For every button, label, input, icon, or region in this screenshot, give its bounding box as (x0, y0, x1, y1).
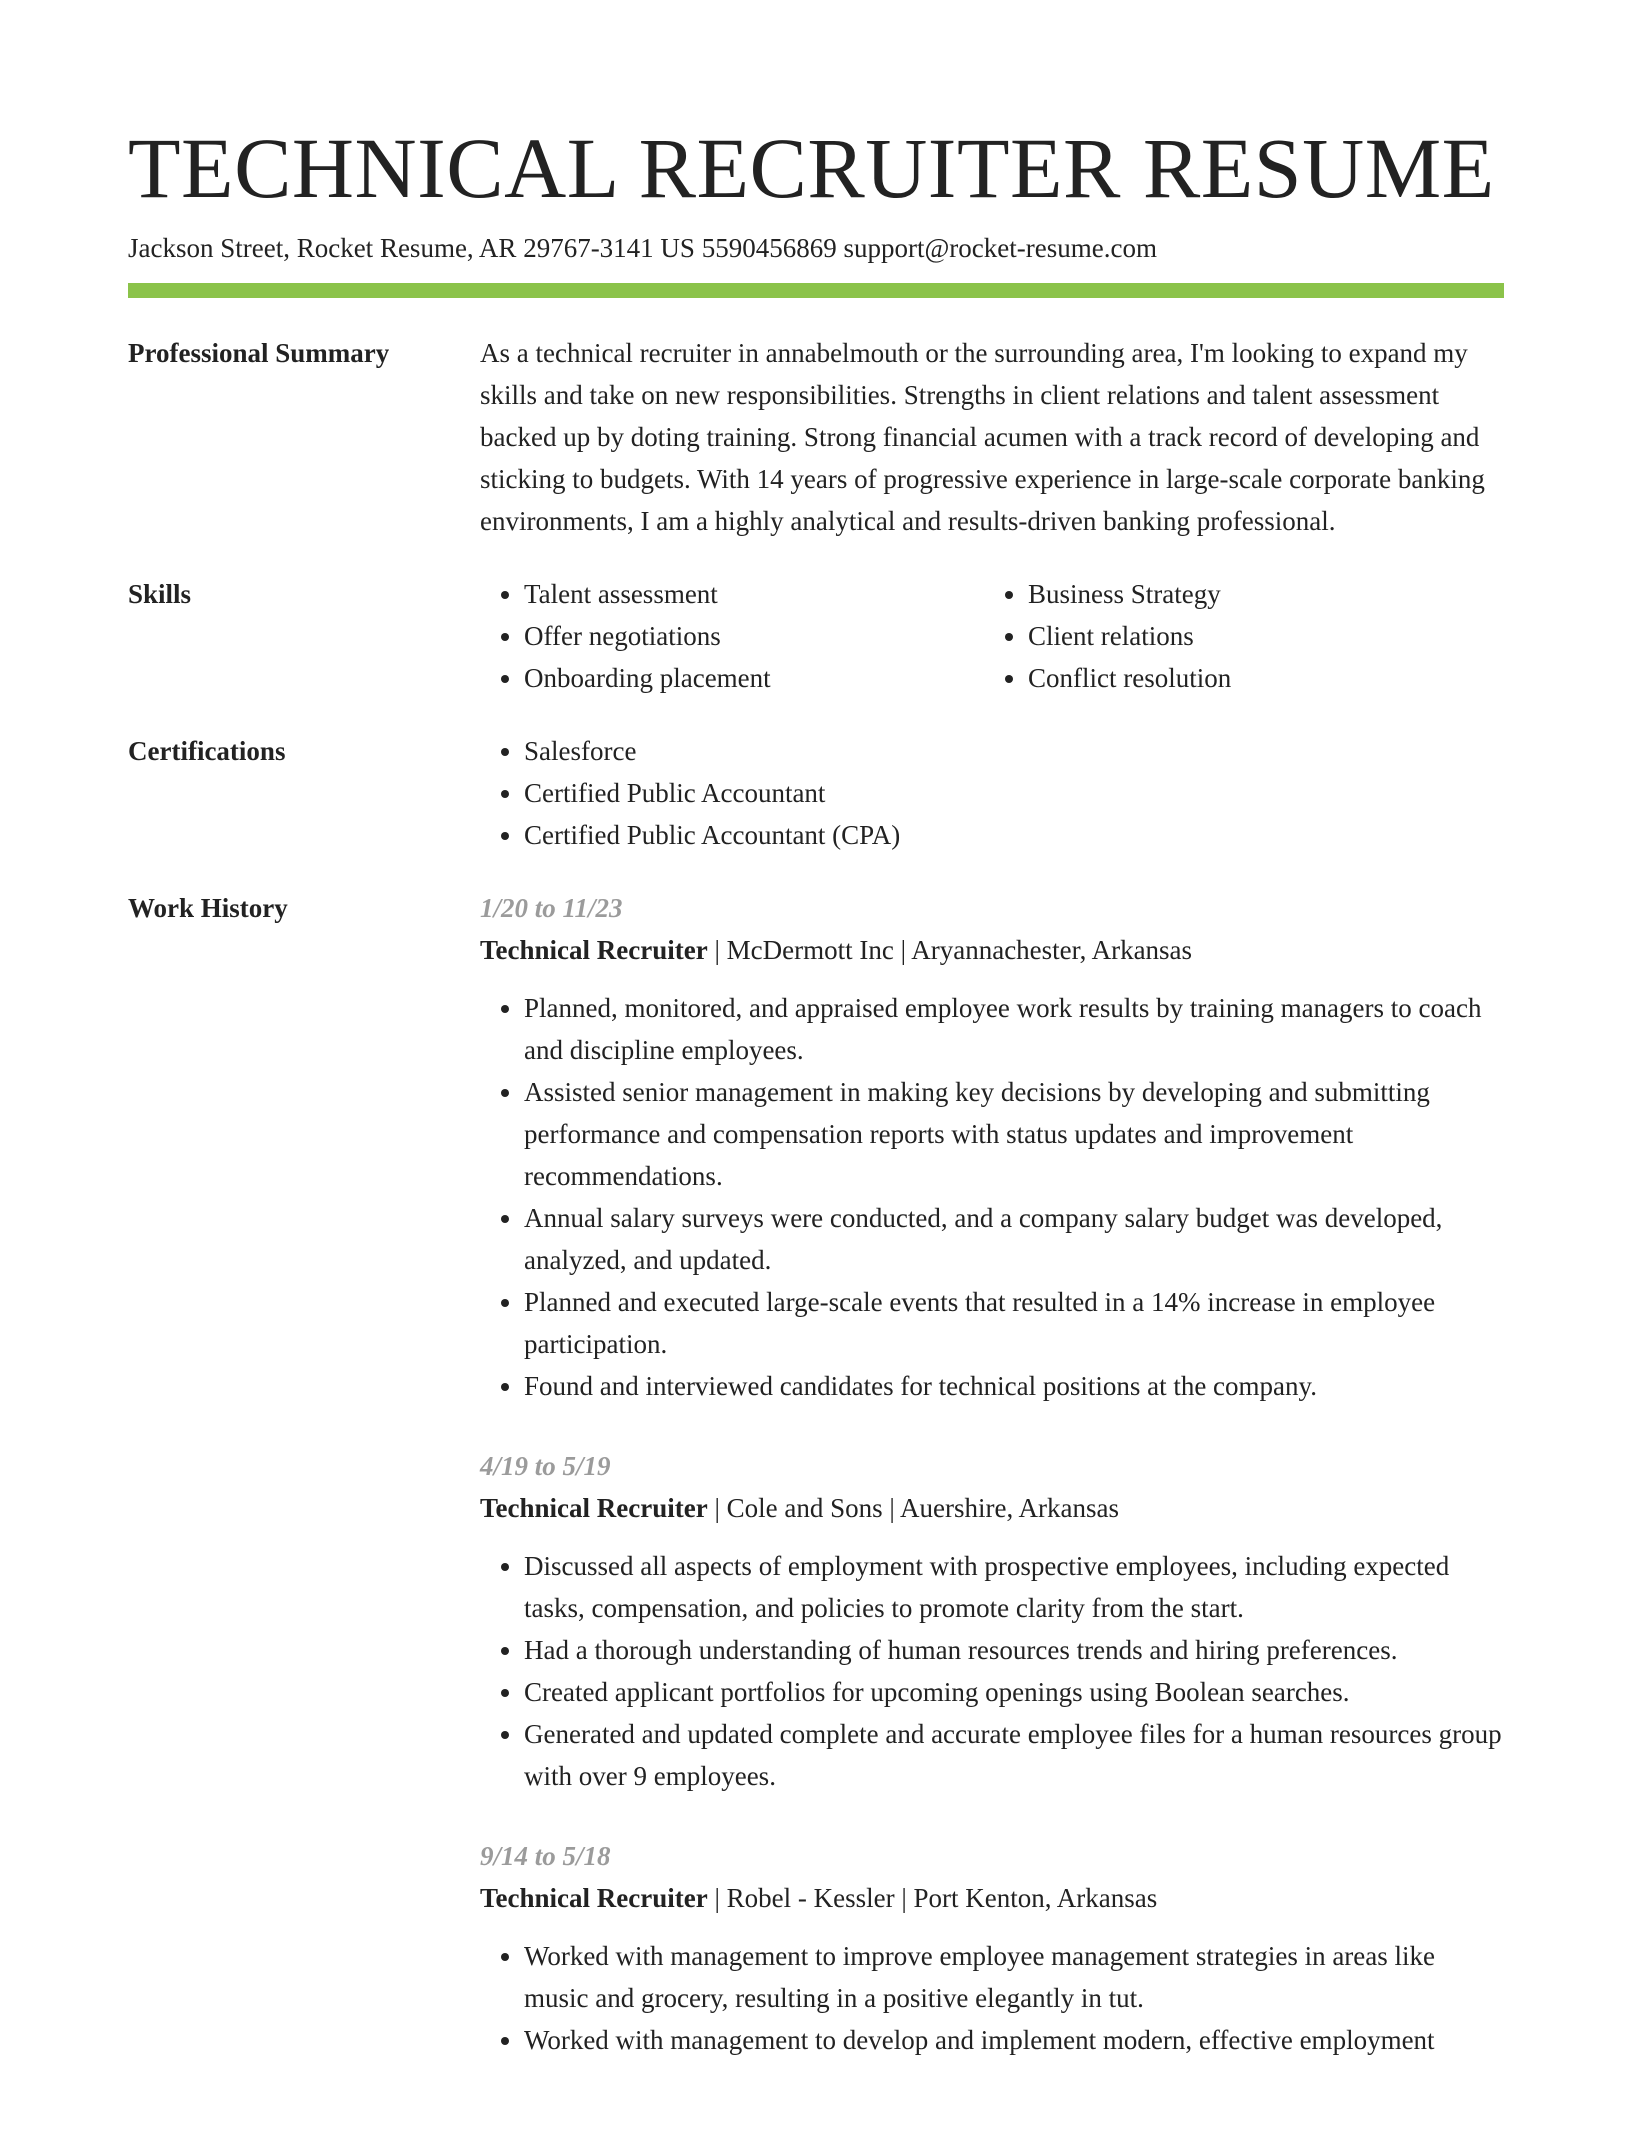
skills-grid (480, 573, 1504, 699)
skill-item: • Onboarding placement (524, 657, 984, 699)
job-heading (480, 929, 1504, 971)
skill-item: • Business Strategy (1028, 573, 1488, 615)
job-dates: 9/14 to 5/18 (480, 1841, 611, 1871)
job-bullet-list (480, 1935, 1504, 2061)
section-work-history (128, 887, 1504, 2099)
job-separator: | (893, 935, 912, 965)
section-label-work-history: Work History (128, 893, 288, 923)
accent-divider (128, 283, 1504, 298)
job-bullet: • Worked with management to develop and implement modern, effective employment (524, 2019, 1504, 2061)
job-location: Port Kenton, Arkansas (913, 1883, 1158, 1913)
resume-title: TECHNICAL RECRUITER RESUME (128, 120, 1495, 216)
section-certifications (128, 730, 1504, 856)
job-separator: | (707, 1493, 727, 1523)
certifications-body (480, 730, 1504, 856)
resume-page (128, 0, 1504, 2130)
section-label-skills: Skills (128, 579, 192, 609)
job-bullet: • Had a thorough understanding of human resources trends and hiring preferences. (524, 1629, 1504, 1671)
job-bullet: • Discussed all aspects of employment with prospective employees, including expected tasks, compensation, and policies to promote clarity from the start. (524, 1545, 1504, 1629)
job-dates: 4/19 to 5/19 (480, 1451, 611, 1481)
skill-item: • Conflict resolution (1028, 657, 1488, 699)
job-separator: | (894, 1883, 914, 1913)
job-bullet: • Worked with management to improve employee management strategies in areas like music and grocery, resulting in a positive elegantly in tut. (524, 1935, 1504, 2019)
summary-text: As a technical recruiter in annabelmouth or the surrounding area, I'm looking to expand my skills and take on new responsibilities. Strengths in client relations and talent assessment backed up by doting training. Strong financial acumen with a track record of developing and sticking to budgets. With 14 years of progressive experience in large-scale corporate banking environments, I am a highly analytical and results-driven banking professional. (480, 338, 1485, 536)
skill-item: • Client relations (1028, 615, 1488, 657)
skills-column-1 (480, 573, 984, 699)
job-location: Aryannachester, Arkansas (911, 935, 1193, 965)
job-title: Technical Recruiter (480, 935, 708, 965)
summary-body (480, 332, 1504, 542)
certification-item: • Certified Public Accountant (524, 772, 1504, 814)
skills-column-2 (984, 573, 1488, 699)
job-separator: | (882, 1493, 901, 1523)
job-company: Cole and Sons (726, 1493, 883, 1523)
certification-item: • Salesforce (524, 730, 1504, 772)
certifications-list (480, 730, 1504, 856)
job-location: Auershire, Arkansas (900, 1493, 1119, 1523)
job-separator: | (707, 935, 727, 965)
job-bullet: • Planned and executed large-scale events that resulted in a 14% increase in employee participation. (524, 1281, 1504, 1365)
job-heading (480, 1877, 1504, 1919)
work-history-body (480, 887, 1504, 2099)
section-professional-summary (128, 332, 1504, 542)
job-company: Robel - Kessler (726, 1883, 895, 1913)
job-bullet: • Found and interviewed candidates for technical positions at the company. (524, 1365, 1504, 1407)
skill-item: • Offer negotiations (524, 615, 984, 657)
resume-sections (128, 332, 1504, 2099)
job-bullet: • Planned, monitored, and appraised employee work results by training managers to coach and discipline employees. (524, 987, 1504, 1071)
job-bullet: • Assisted senior management in making key decisions by developing and submitting performance and compensation reports with status updates and improvement recommendations. (524, 1071, 1504, 1197)
job-bullet: • Created applicant portfolios for upcoming openings using Boolean searches. (524, 1671, 1504, 1713)
skills-body (480, 573, 1504, 699)
job-bullet: • Generated and updated complete and accurate employee files for a human resources group with over 9 employees. (524, 1713, 1504, 1797)
section-label-summary: Professional Summary (128, 338, 390, 368)
section-skills (128, 573, 1504, 699)
skill-item: • Talent assessment (524, 573, 984, 615)
certification-item: • Certified Public Accountant (CPA) (524, 814, 1504, 856)
section-label-certifications: Certifications (128, 736, 286, 766)
job-title: Technical Recruiter (480, 1493, 708, 1523)
job-dates: 1/20 to 11/23 (480, 893, 623, 923)
job-company: McDermott Inc (726, 935, 894, 965)
job-heading (480, 1487, 1504, 1529)
job-entry (480, 887, 1504, 1407)
job-entry (480, 1445, 1504, 1797)
job-bullet-list (480, 1545, 1504, 1797)
job-bullet-list (480, 987, 1504, 1407)
job-bullet: • Annual salary surveys were conducted, and a company salary budget was developed, analyzed, and updated. (524, 1197, 1504, 1281)
skills-list-1 (480, 573, 984, 699)
job-title: Technical Recruiter (480, 1883, 708, 1913)
contact-line: Jackson Street, Rocket Resume, AR 29767-3141 US 5590456869 support@rocket-resume.com (128, 233, 1157, 263)
job-separator: | (707, 1883, 727, 1913)
skills-list-2 (984, 573, 1488, 699)
job-entry (480, 1835, 1504, 2061)
